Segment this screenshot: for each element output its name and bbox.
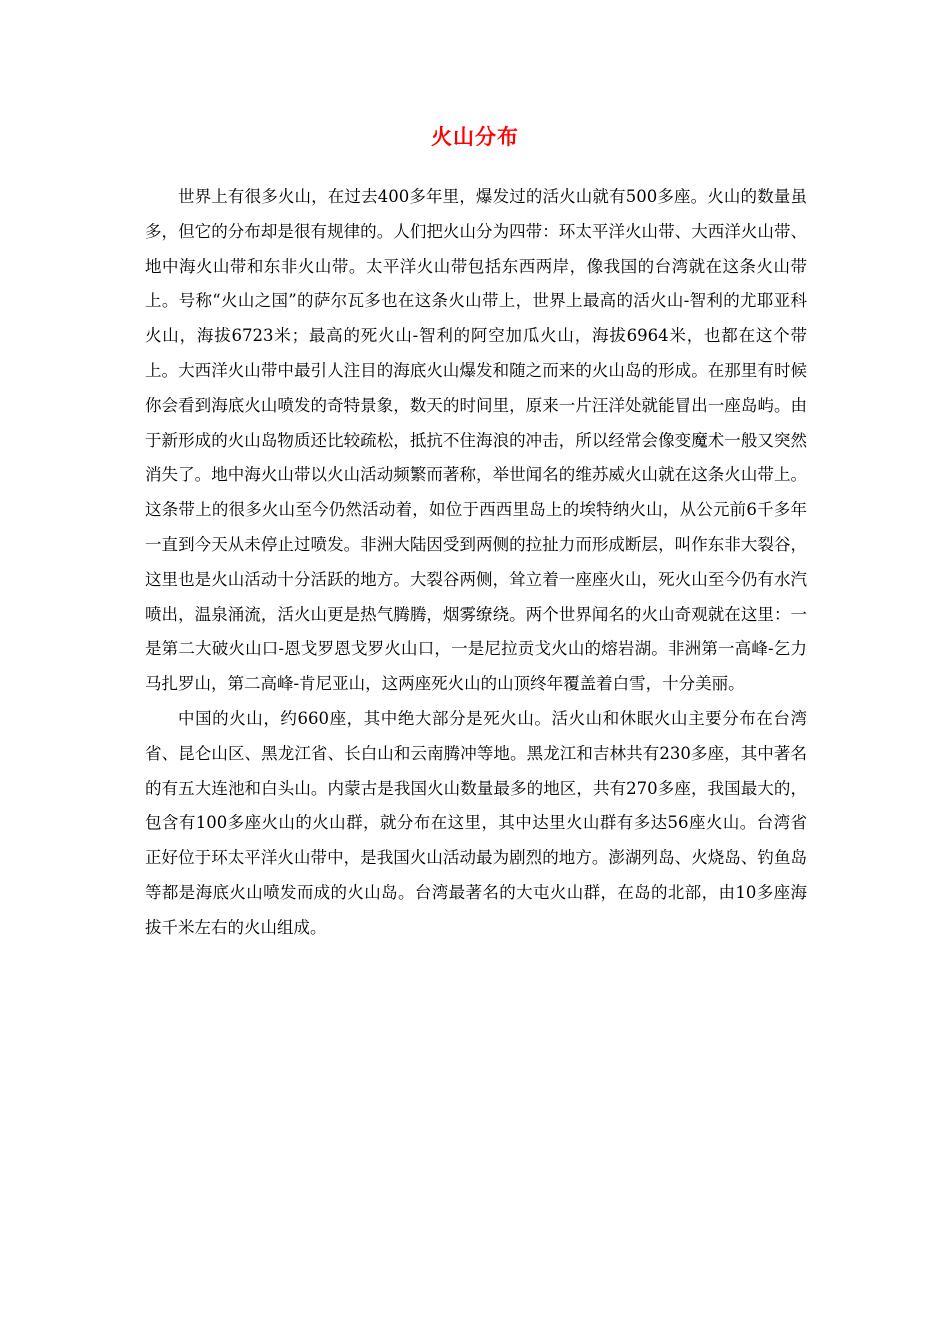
document-title: 火山分布 xyxy=(431,125,519,149)
paragraph-volcano-belts: 世界上有很多火山，在过去400多年里，爆发过的活火山就有500多座。火山的数量虽多，但它的分布却是很有规律的。人们把火山分为四带：环太平洋火山带、大西洋火山带、地中海火山带和东非火山带。太平洋火山带包括东西两岸，像我国的台湾就在这条火山带上。号称“火山之国”的萨尔瓦多也在这条火山带上，世界上最高的活火山-智利的尤耶亚科火山，海拔6723米；最高的死火山-智利的阿空加瓜火山，海拔6964米，也都在这个带上。大西洋火山带中最引人注目的海底火山爆发和随之而来的火山岛的形成。在那里有时候你会看到海底火山喷发的奇特景象，数天的时间里，原来一片汪洋处就能冒出一座岛屿。由于新形成的火山岛物质还比较疏松，抵抗不住海浪的冲击，所以经常会像变魔术一般又突然消失了。地中海火山带以火山活动频繁而著称，举世闻名的维苏威火山就在这条火山带上。这条带上的很多火山至今仍然活动着，如位于西西里岛上的埃特纳火山，从公元前6千多年一直到今天从未停止过喷发。非洲大陆因受到两侧的拉扯力而形成断层，叫作东非大裂谷，这里也是火山活动十分活跃的地方。大裂谷两侧，耸立着一座座火山，死火山至今仍有水汽喷出，温泉涌流，活火山更是热气腾腾，烟雾缭绕。两个世界闻名的火山奇观就在这里：一是第二大破火山口-恩戈罗恩戈罗火山口，一是尼拉贡戈火山的熔岩湖。非洲第一高峰-乞力马扎罗山，第二高峰-肯尼亚山，这两座死火山的山顶终年覆盖着白雪，十分美丽。 xyxy=(145,187,807,694)
paragraph-china-volcanoes: 中国的火山，约660座，其中绝大部分是死火山。活火山和休眠火山主要分布在台湾省、昆仑山区、黑龙江省、长白山和云南腾冲等地。黑龙江和吉林共有230多座，其中著名的有五大连池和白头山。内蒙古是我国火山数量最多的地区，共有270多座，我国最大的，包含有100多座火山的火山群，就分布在这里，其中达里火山群有多达56座火山。台湾省正好位于环太平洋火山带中，是我国火山活动最为剧烈的地方。澎湖列岛、火烧岛、钓鱼岛等都是海底火山喷发而成的火山岛。台湾最著名的大屯火山群，在岛的北部，由10多座海拔千米左右的火山组成。 xyxy=(145,708,807,937)
document-body xyxy=(145,180,807,946)
